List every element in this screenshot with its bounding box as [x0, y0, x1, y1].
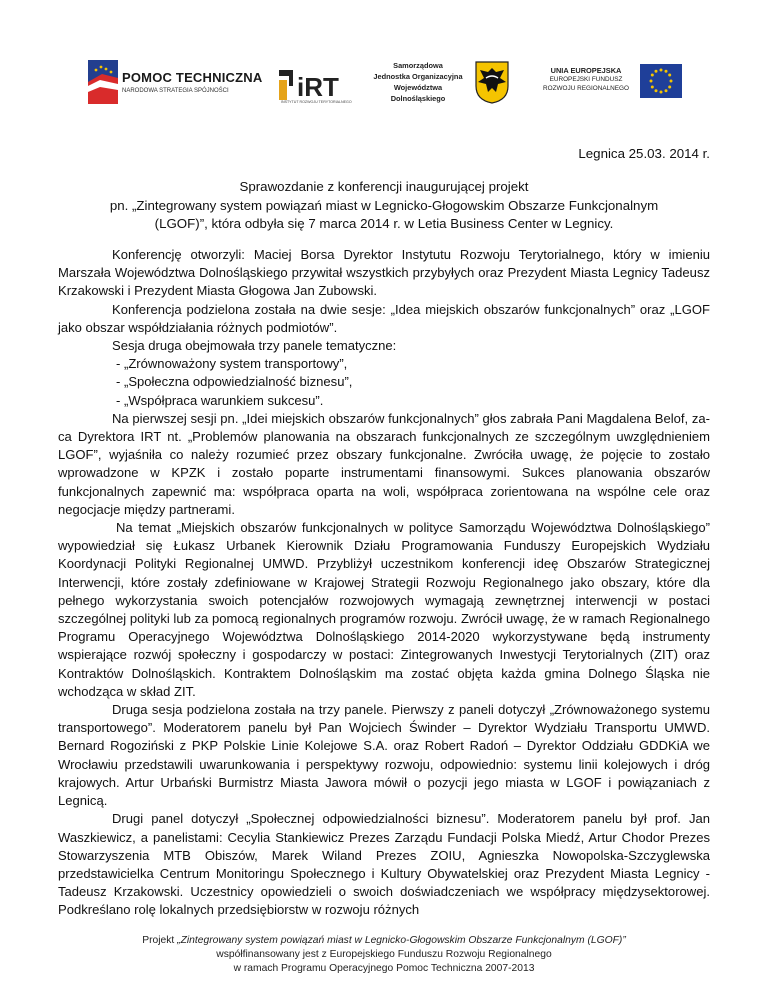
eu-logo	[532, 64, 682, 108]
document-date: Legnica 25.03. 2014 r.	[578, 146, 710, 161]
panel-list	[58, 355, 710, 410]
paragraph-opening: Konferencję otworzyli: Maciej Borsa Dyrektor Instytutu Rozwoju Terytorialnego, który w imieniu Marszała Województwa Dolnośląskiego przywitał wszystkich przybyłych oraz Prezydent Miasta Legnicy Tadeusz Krzakowski i Prezydent Miasta Głogowa Jan Zubowski.	[58, 247, 710, 299]
footer-prefix: Projekt	[142, 935, 178, 946]
samorzad-text	[368, 60, 468, 104]
title-line-3: (LGOF)”, która odbyła się 7 marca 2014 r. w Letia Business Center w Legnicy.	[154, 216, 614, 231]
samorzad-line2: Jednostka Organizacyjna	[373, 72, 463, 81]
irt-logo-text: iRT	[297, 72, 339, 100]
document-body	[58, 246, 710, 920]
footer-line-2: współfinansowany jest z Europejskiego Funduszu Rozwoju Regionalnego	[216, 949, 552, 961]
list-item: - „Społeczna odpowiedzialność biznesu”,	[116, 374, 353, 390]
irt-subtitle: INSTYTUT ROZWOJU TERYTORIALNEGO	[281, 100, 352, 104]
footer-line-3: w ramach Programu Operacyjnego Pomoc Techniczna 2007-2013	[233, 963, 535, 975]
samorzad-line1: Samorządowa	[393, 61, 443, 70]
page-footer	[58, 934, 710, 977]
samorzad-logo	[368, 60, 516, 110]
irt-logo-mark-icon	[279, 66, 351, 100]
eagle-crest-icon	[474, 60, 510, 104]
footer-project-name: „Zintegrowany system powiązań miast w Legnicko-Głogowskim Obszarze Funkcjonalnym (LGOF)”	[177, 935, 626, 946]
pomoc-techniczna-subtitle: NARODOWA STRATEGIA SPÓJNOŚCI	[122, 88, 229, 94]
document-title	[58, 178, 710, 234]
title-line-1: Sprawozdanie z konferencji inaugurującej projekt	[239, 179, 529, 194]
samorzad-line3: Województwa Dolnośląskiego	[390, 83, 446, 103]
paragraph-transport-panel: Druga sesja podzielona została na trzy panele. Pierwszy z paneli dotyczył „Zrównoważonego systemu transportowego”. Moderatorem panelu był Pan Wojciech Świnder – Dyrektor Wydziału Transportu UMWD. Bernard Rogoziński z PKP Polskie Linie Kolejowe S.A. oraz Robert Radoń – Dyrektor Oddziału GDDKiA we Wrocławiu przedstawili uwarunkowania i perspektywy rozwoju, odpowiednio: systemu linii kolejowych i dróg krajowych. Artur Urbański Burmistrz Miasta Jawora mówił o pozycji jego miasta w LGOF i powiązaniach z Legnicą.	[58, 702, 710, 809]
paragraph-first-session: Na pierwszej sesji pn. „Idei miejskich obszarów funkcjonalnych” głos zabrała Pani Magdalena Belof, za-ca Dyrektora IRT nt. „Problemów planowania na obszarach funkcjonalnych ze szczególnym uwzględnieniem LGOF”, wyjaśniła co należy rozumieć przez obszary funkcjonalne. Zwróciła uwagę, że pojęcie to zostało wprowadzone w KPZK i zostało poparte instrumentami finansowymi. Sukces planowania obszarów funkcjonalnych zapewnić ma: współpraca oparta na woli, współpraca zorientowana na wspólne cele oraz negocjacje między partnerami.	[58, 410, 710, 517]
irt-logo	[279, 66, 351, 108]
eu-line1: EUROPEJSKI FUNDUSZ	[549, 76, 623, 83]
eu-text	[532, 66, 640, 93]
paragraph-csr-panel: Drugi panel dotyczył „Społecznej odpowiedzialności biznesu”. Moderatorem panelu był prof. Jan Waszkiewicz, a panelistami: Cecylia Stankiewicz Prezes Zarządu Fundacji Polska Miedź, Artur Chodor Prezes Stowarzyszenia MTB Obiszów, Marek Wiland Prezes ZOIU, Agnieszka Nowopolska-Szczyglewska przedstawicielka Centrum Monitoringu Społecznego i Kultury Obywatelskiej oraz Prezydent Miasta Legnicy - Tadeusz Krzakowski. Uczestnicy opowiedzieli o swoich doświadczeniach we współpracy międzysektorowej. Podkreślano rolę lokalnych przedsiębiorstw w rozwoju różnych	[58, 811, 710, 918]
paragraph-urbanek: Na temat „Miejskich obszarów funkcjonalnych w polityce Samorządu Województwa Dolnośląskiego” wypowiedział się Łukasz Urbanek Kierownik Działu Programowania Funduszy Europejskich Wydziału Koordynacji Polityki Regionalnej UMWD. Przybliżył uczestnikom konferencji ideę Obszarów Strategicznej Interwencji, które zostały zdefiniowane w Krajowej Strategii Rozwoju Regionalnego jako obszary, które dla pełnego wykorzystania swoich potencjałów rozwojowych wymagają zewnętrznej interwencji w postaci szczególnej polityki lub za pomocą regionalnych programów rozwoju. Zwrócił uwagę, że w ramach Regionalnego Programu Operacyjnego Województwa Dolnośląskiego 2014-2020 wykorzystywane będą instrumenty wspierające rozwój społeczny i gospodarczy w postaci: Zintegrowanych Inwestycji Terytorialnych (ZIT) oraz Kontraktów Dolnośląskich. Kontraktem Dolnośląskim ma zostać objęta każda gmina Dolnego Śląska nie wchodząca w skład ZIT.	[58, 520, 710, 699]
paragraph-panels-intro: Sesja druga obejmowała trzy panele tematyczne:	[112, 338, 397, 354]
header-logos	[0, 52, 768, 112]
paragraph-sessions: Konferencja podzielona została na dwie sesje: „Idea miejskich obszarów funkcjonalnych” oraz „LGOF jako obszar współdziałania różnych podmiotów”.	[58, 301, 710, 335]
footer-line-1	[58, 934, 710, 948]
pomoc-techniczna-logo	[88, 60, 278, 104]
eu-line2: ROZWOJU REGIONALNEGO	[543, 85, 629, 92]
list-item: - „Zrównoważony system transportowy”,	[116, 356, 348, 372]
eu-flag-icon	[640, 64, 682, 98]
pomoc-techniczna-flag-icon	[88, 60, 118, 104]
pomoc-techniczna-title: POMOC TECHNICZNA	[122, 70, 263, 85]
title-line-2: pn. „Zintegrowany system powiązań miast w Legnicko-Głogowskim Obszarze Funkcjonalnym	[109, 197, 659, 213]
list-item: - „Współpraca warunkiem sukcesu”.	[116, 392, 324, 408]
eu-title: UNIA EUROPEJSKA	[550, 66, 622, 75]
